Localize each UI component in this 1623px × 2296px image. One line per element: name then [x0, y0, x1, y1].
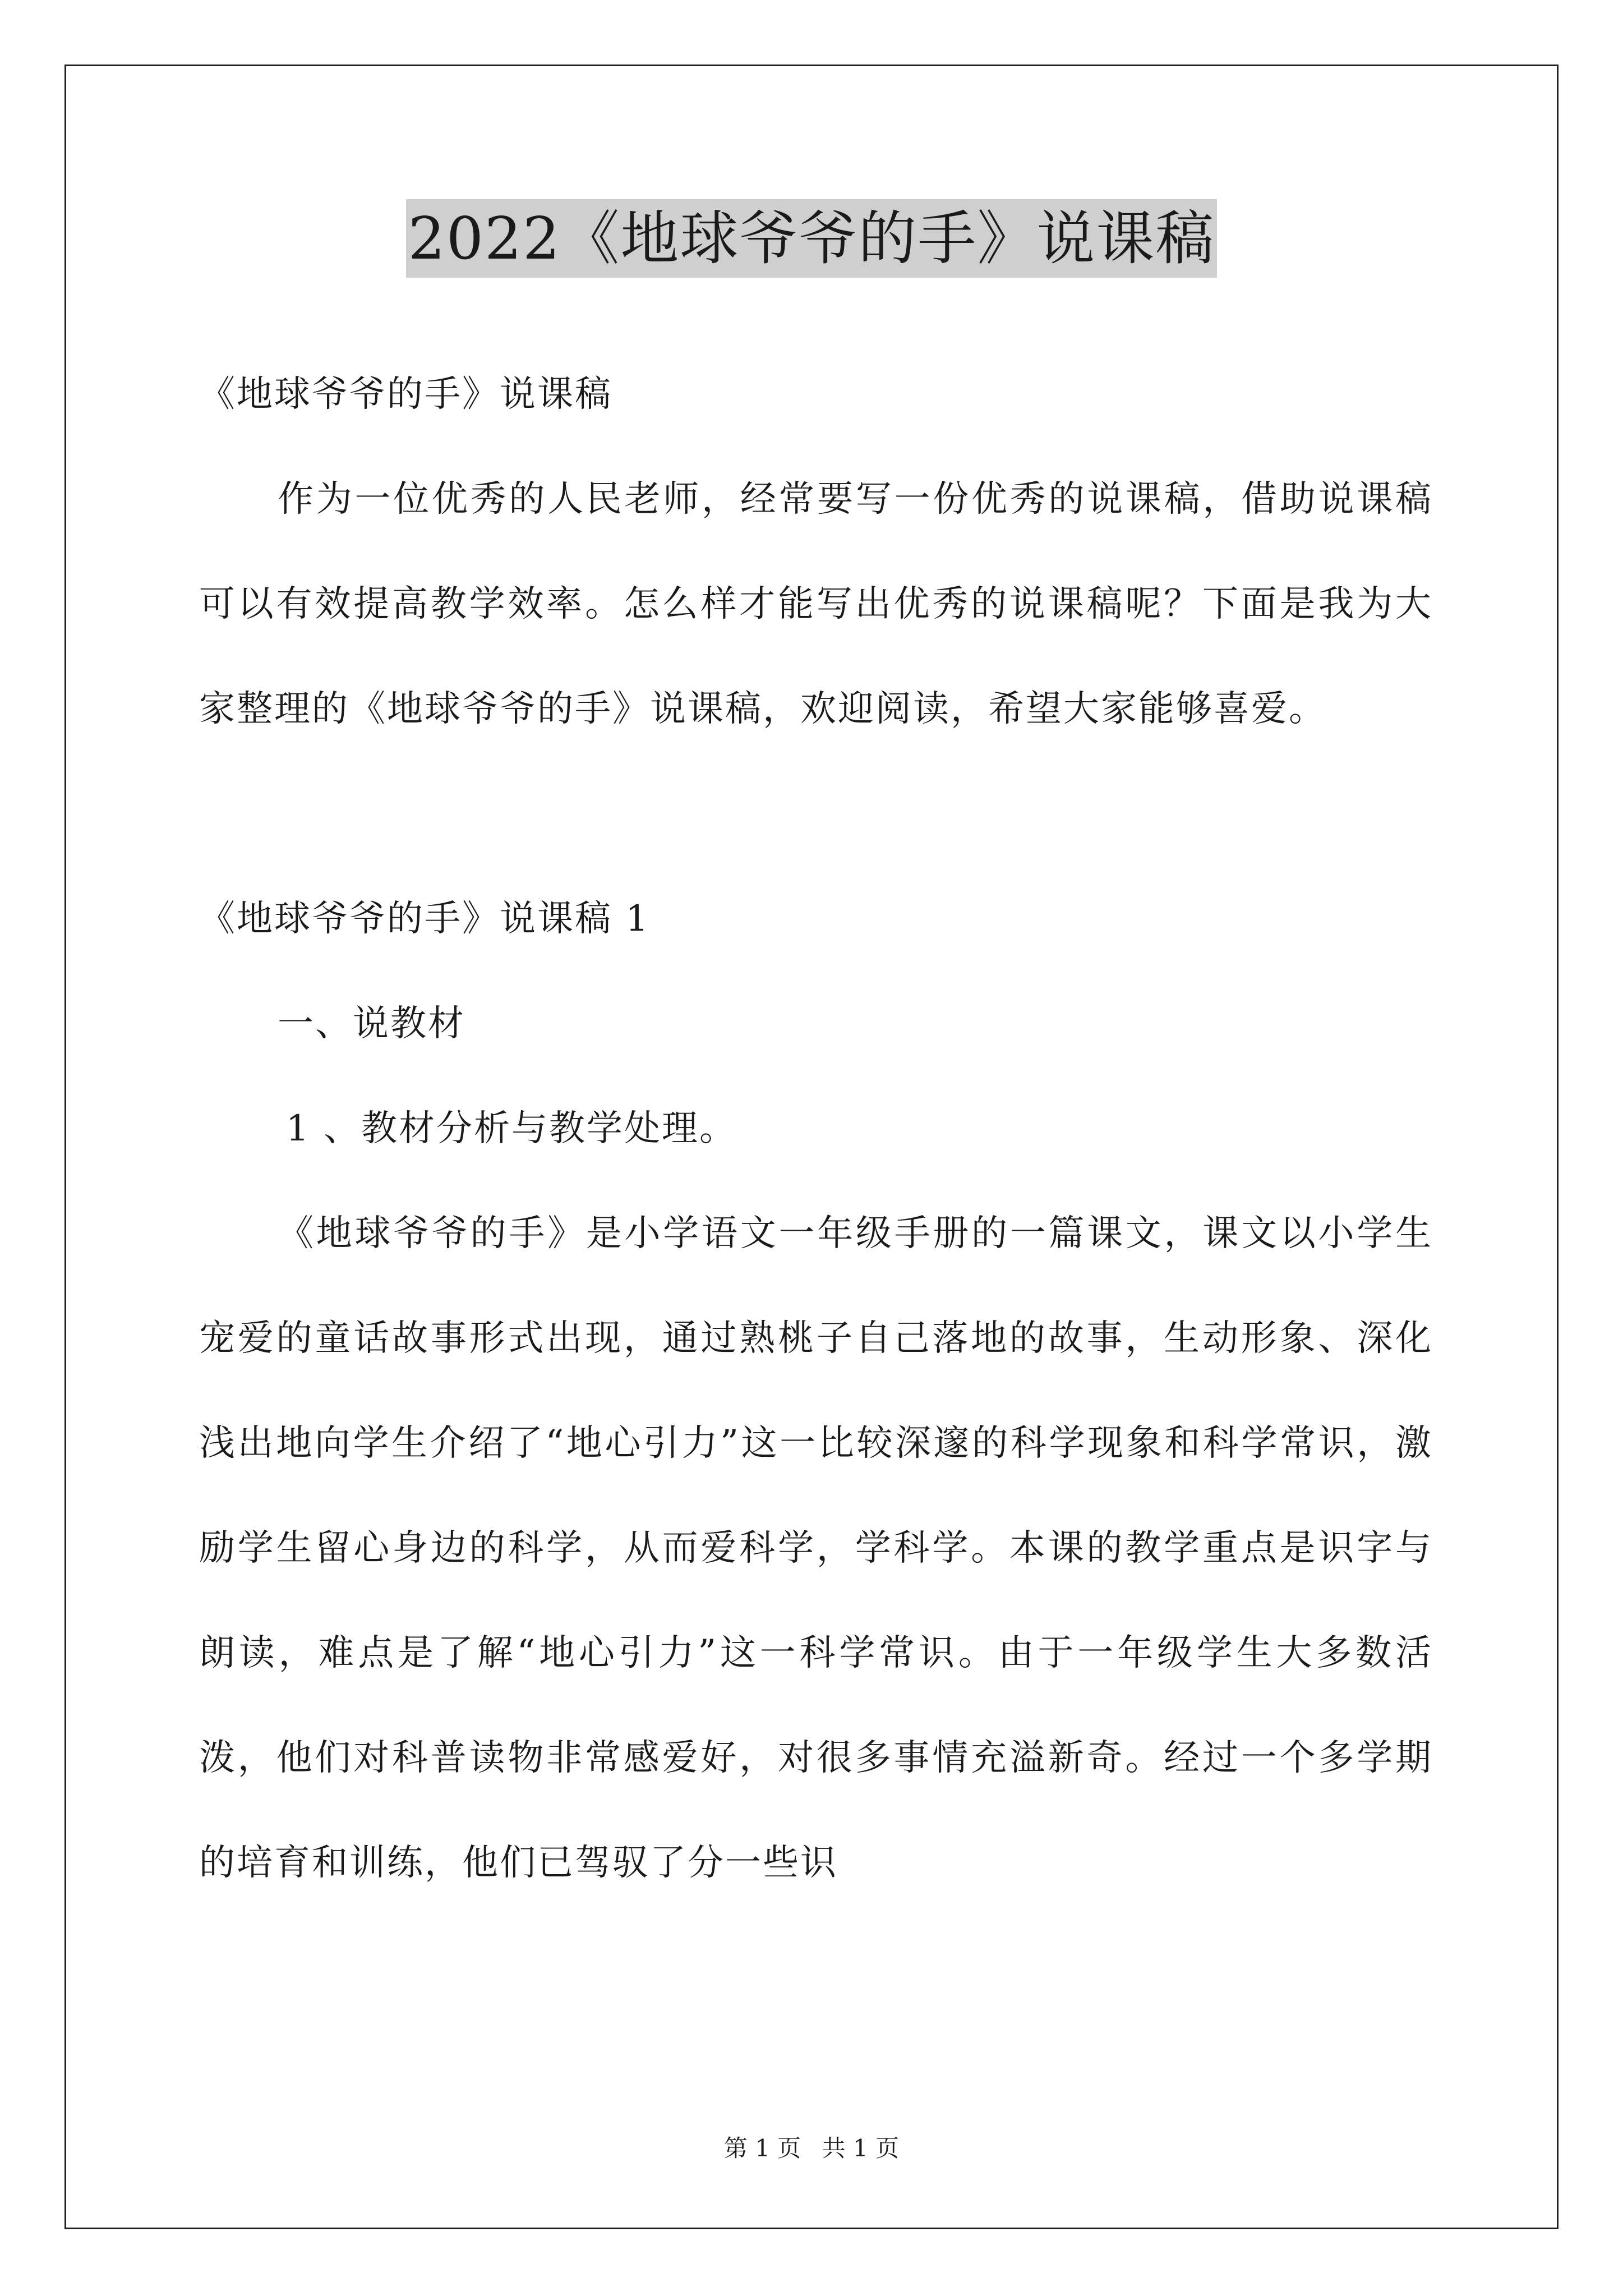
page-total: 共 1 页 — [822, 2134, 900, 2162]
document-title: 2022《地球爷爷的手》说课稿 — [406, 199, 1218, 278]
heading-teaching-material: 一、说教材 — [278, 1003, 465, 1045]
page-footer — [0, 2132, 1623, 2165]
document-subtitle: 《地球爷爷的手》说课稿 — [199, 374, 612, 415]
heading-analysis: 1 、教材分析与教学处理。 — [286, 1108, 737, 1149]
document-body — [199, 342, 1433, 1916]
intro-paragraph: 作为一位优秀的人民老师，经常要写一份优秀的说课稿，借助说课稿可以有效提高教学效率。怎么样才能写出优秀的说课稿呢？下面是我为大家整理的《地球爷爷的手》说课稿，欢迎阅读，希望大家能够喜爱。 — [199, 478, 1433, 730]
body-paragraph: 《地球爷爷的手》是小学语文一年级手册的一篇课文，课文以小学生宠爱的童话故事形式出现，通过熟桃子自己落地的故事，生动形象、深化浅出地向学生介绍了“地心引力”这一比较深邃的科学现象和科学常识，激励学生留心身边的科学，从而爱科学，学科学。本课的教学重点是识字与朗读，难点是了解“地心引力”这一科学常识。由于一年级学生大多数活泼，他们对科普读物非常感爱好，对很多事情充溢新奇。经过一个多学期的培育和训练，他们已驾驭了分一些识 — [199, 1213, 1433, 1884]
page-number: 第 1 页 — [723, 2134, 801, 2162]
section-title: 《地球爷爷的手》说课稿 1 — [199, 898, 651, 940]
title-container — [0, 199, 1623, 278]
paragraph-gap — [199, 762, 1433, 867]
